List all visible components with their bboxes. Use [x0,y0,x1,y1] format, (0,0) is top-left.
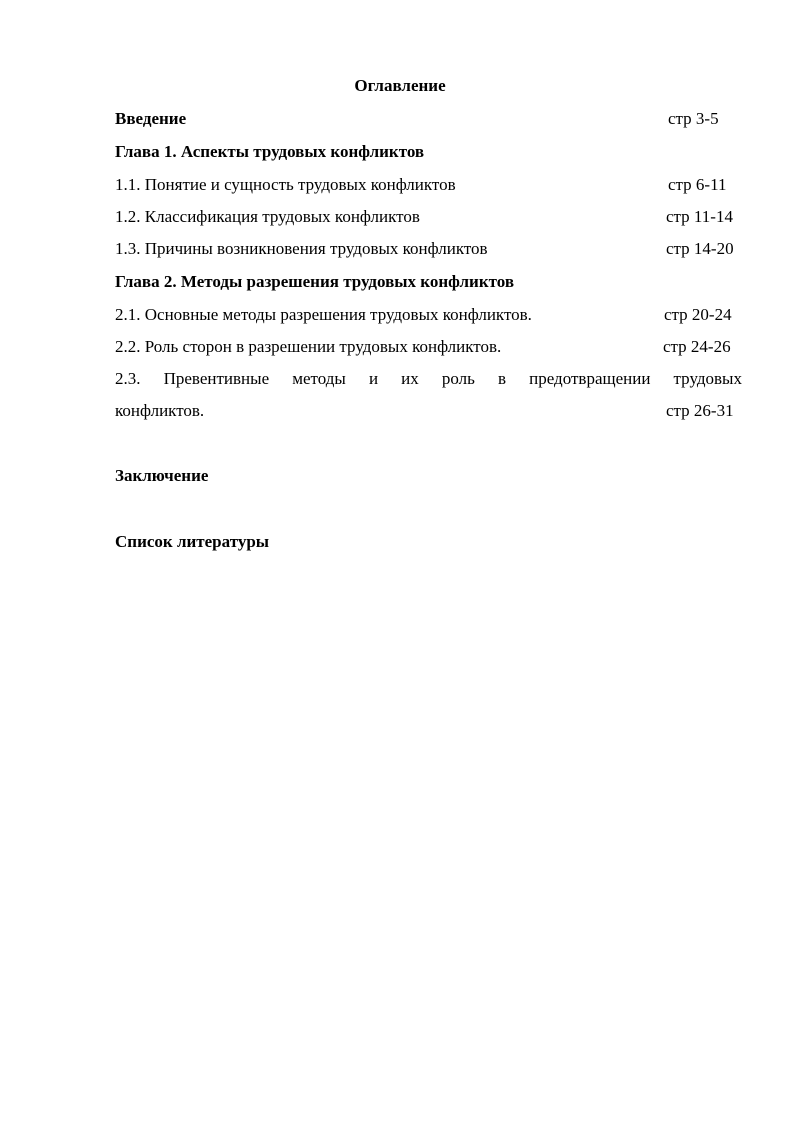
toc-entry-2-3-line1 [115,368,742,390]
toc-chapter-label: Глава 1. Аспекты трудовых конфликтов [115,142,425,161]
toc-entry-label: 1.1. Понятие и сущность трудовых конфликтов [115,175,456,194]
toc-word: роль [441,369,475,388]
toc-entry-pages: стр 24-26 [663,337,731,356]
toc-chapter-label: Глава 2. Методы разрешения трудовых конфликтов [115,272,515,291]
toc-entry-label: Заключение [115,466,209,485]
toc-entry-pages: стр 6-11 [668,175,727,194]
toc-word: трудовых [673,369,742,388]
toc-entry-pages: стр 11-14 [666,207,733,226]
toc-entry-label: Список литературы [115,532,270,551]
toc-word: в [498,369,507,388]
toc-word: предотвращении [529,369,651,388]
toc-entry-label: 1.2. Классификация трудовых конфликтов [115,207,420,226]
toc-word: методы [292,369,346,388]
toc-word: Превентивные [163,369,270,388]
toc-entry-pages: стр 3-5 [668,109,719,128]
toc-word: 2.3. [115,369,141,388]
toc-entry-pages: стр 20-24 [664,305,732,324]
toc-entry-label: конфликтов. [115,401,205,420]
toc-entry-label: 1.3. Причины возникновения трудовых конфликтов [115,239,488,258]
toc-entry-pages: стр 26-31 [666,401,734,420]
toc-word: их [401,369,419,388]
toc-entry-label: 2.2. Роль сторон в разрешении трудовых конфликтов. [115,337,502,356]
toc-entry-label: 2.1. Основные методы разрешения трудовых конфликтов. [115,305,532,324]
toc-entry-pages: стр 14-20 [666,239,734,258]
toc-word: и [368,369,379,388]
toc-entry-label: Введение [115,109,187,128]
toc-heading: Оглавление [354,76,446,95]
